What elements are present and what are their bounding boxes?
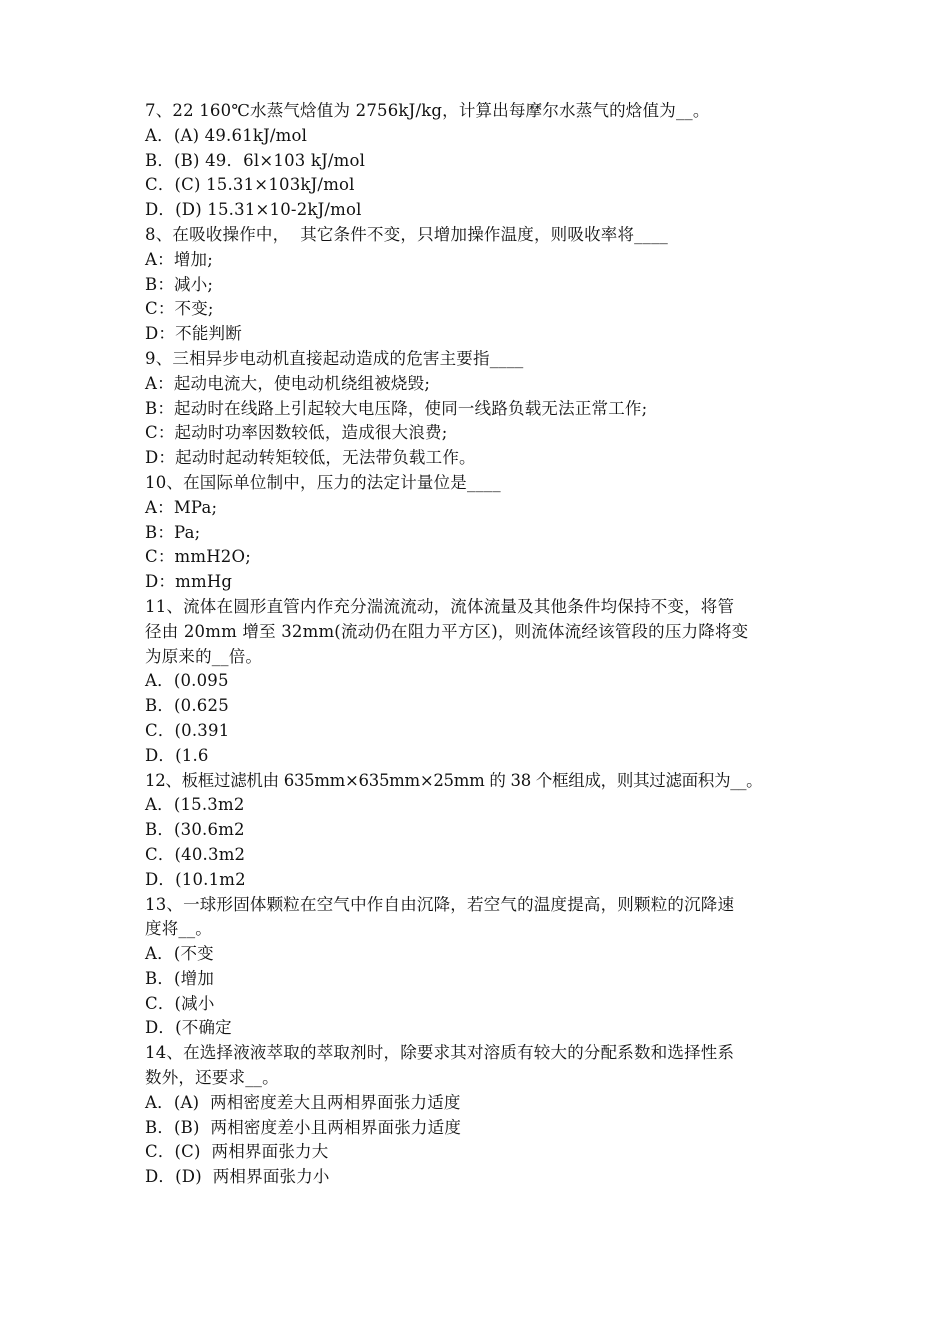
option-b: B：Pa; xyxy=(145,522,201,542)
option-a: A：起动电流大，使电动机绕组被烧毁; xyxy=(145,373,431,393)
option-a: A．(A) 49.61kJ/mol xyxy=(145,125,308,145)
option-c: C．(C) 两相界面张力大 xyxy=(145,1142,329,1162)
question-13 xyxy=(145,893,815,1042)
option-a: A．(0.095 xyxy=(145,671,229,691)
option-a: A．(不变 xyxy=(145,944,214,964)
question-10 xyxy=(145,471,815,595)
option-c: C：起动时功率因数较低，造成很大浪费; xyxy=(145,423,448,443)
option-d: D．(D) 两相界面张力小 xyxy=(145,1167,330,1187)
option-b: B．(30.6m2 xyxy=(145,820,245,840)
document-page xyxy=(145,99,815,1190)
option-a: A．(15.3m2 xyxy=(145,795,245,815)
option-b: B．(增加 xyxy=(145,968,215,988)
question-stem-line-3: 为原来的__倍。 xyxy=(145,646,263,666)
question-14 xyxy=(145,1041,815,1190)
question-stem-line-1: 14、在选择液液萃取的萃取剂时，除要求其对溶质有较大的分配系数和选择性系 xyxy=(145,1043,735,1063)
option-b: B．(0.625 xyxy=(145,696,229,716)
option-c: C．(40.3m2 xyxy=(145,844,246,864)
option-b: B：减小; xyxy=(145,274,214,294)
option-c: C：mmH2O; xyxy=(145,547,251,567)
question-stem: 10、在国际单位制中，压力的法定计量位是____ xyxy=(145,472,501,492)
option-d: D：起动时起动转矩较低，无法带负载工作。 xyxy=(145,448,476,468)
question-11 xyxy=(145,595,815,769)
question-8 xyxy=(145,223,815,347)
option-d: D：mmHg xyxy=(145,572,233,592)
option-b: B．(B) 两相密度差小且两相界面张力适度 xyxy=(145,1117,462,1137)
option-d: D．(1.6 xyxy=(145,745,209,765)
option-b: B：起动时在线路上引起较大电压降，使同一线路负载无法正常工作; xyxy=(145,398,648,418)
question-7 xyxy=(145,99,815,223)
option-a: A．(A) 两相密度差大且两相界面张力适度 xyxy=(145,1092,461,1112)
question-stem-line-2: 径由 20mm 增至 32mm(流动仍在阻力平方区)，则流体流经该管段的压力降将变 xyxy=(145,621,749,641)
question-stem-line-1: 13、一球形固体颗粒在空气中作自由沉降，若空气的温度提高，则颗粒的沉降速 xyxy=(145,894,735,914)
option-d: D．(D) 15.31×10-2kJ/mol xyxy=(145,200,362,220)
question-stem: 12、板框过滤机由 635mm×635mm×25mm 的 38 个框组成，则其过滤面积为__。 xyxy=(145,770,763,790)
option-c: C．(C) 15.31×103kJ/mol xyxy=(145,175,355,195)
question-9 xyxy=(145,347,815,471)
question-stem: 8、在吸收操作中， 其它条件不变，只增加操作温度，则吸收率将____ xyxy=(145,224,668,244)
question-stem: 9、三相异步电动机直接起动造成的危害主要指____ xyxy=(145,348,524,368)
question-12 xyxy=(145,769,815,893)
option-c: C．(减小 xyxy=(145,993,215,1013)
question-stem-line-2: 度将__。 xyxy=(145,919,212,939)
option-c: C：不变; xyxy=(145,299,214,319)
question-stem-line-1: 11、流体在圆形直管内作充分湍流流动，流体流量及其他条件均保持不变，将管 xyxy=(145,596,735,616)
option-c: C．(0.391 xyxy=(145,720,230,740)
option-d: D．(不确定 xyxy=(145,1018,232,1038)
option-a: A：MPa; xyxy=(145,497,218,517)
question-stem: 7、22 160℃水蒸气焓值为 2756kJ/kg，计算出每摩尔水蒸气的焓值为__。 xyxy=(145,101,710,120)
option-b: B．(B) 49．6l×103 kJ/mol xyxy=(145,150,366,170)
option-d: D．(10.1m2 xyxy=(145,869,246,889)
option-a: A：增加; xyxy=(145,249,213,269)
question-stem-line-2: 数外，还要求__。 xyxy=(145,1068,279,1088)
option-d: D：不能判断 xyxy=(145,324,242,344)
